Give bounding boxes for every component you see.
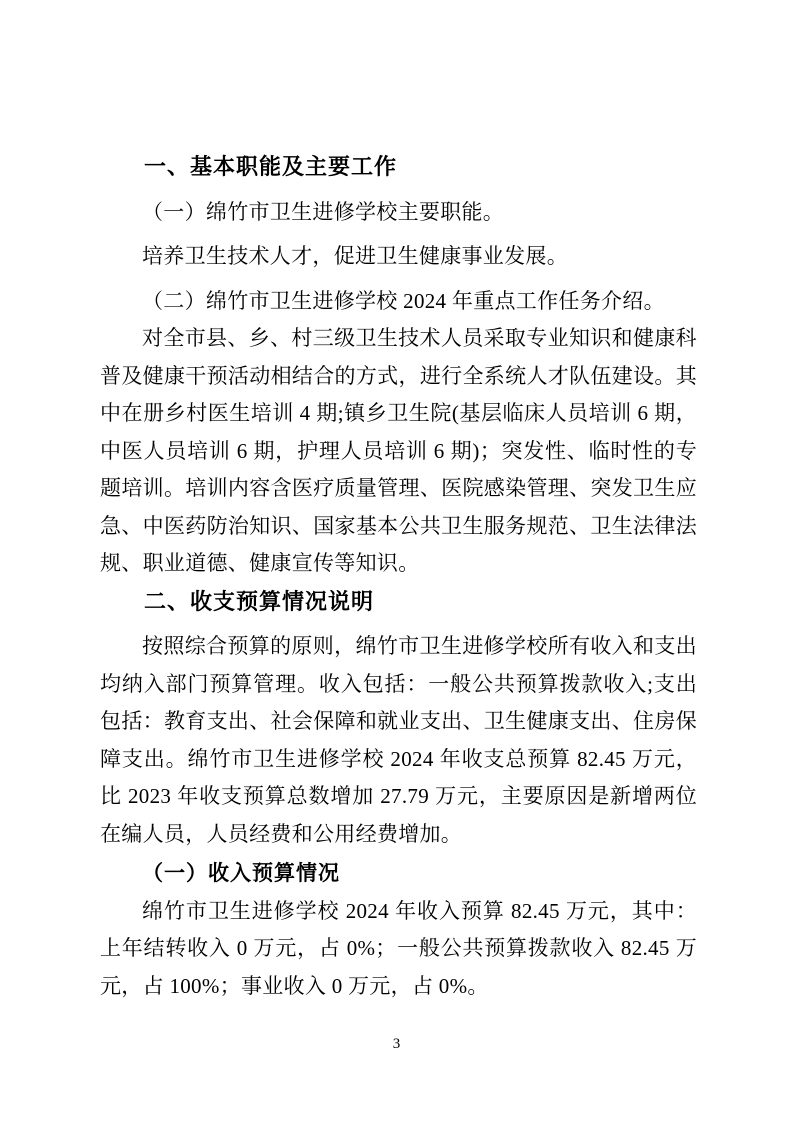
paragraph-income-detail: 绵竹市卫生进修学校 2024 年收入预算 82.45 万元，其中：上年结转收入 0 万元，占 0%；一般公共预算拨款收入 82.45 万元，占 100%；事业收入 0 万元，占 0%。 [100,898,697,998]
heading-income-budget: （一）收入预算情况 [142,861,340,885]
paragraph-main-role-body: 培养卫生技术人才，促进卫生健康事业发展。 [142,244,568,268]
heading-budget-overview: 二、收支预算情况说明 [144,588,375,614]
document-content [100,148,697,1005]
heading-basic-functions: 一、基本职能及主要工作 [144,154,398,179]
paragraph-key-tasks-title: （二）绵竹市卫生进修学校 2024 年重点工作任务介绍。 [142,288,665,313]
paragraph-budget-overview: 按照综合预算的原则，绵竹市卫生进修学校所有收入和支出均纳入部门预算管理。收入包括：一般公共预算拨款收入;支出包括：教育支出、社会保障和就业支出、卫生健康支出、住房保障支出。绵竹市卫生进修学校 2024 年收支总预算 82.45 万元，比 2023 年收支预算总数增加 27.79 万元，主要原因是新增两位在编人员，人员经费和公用经费增加。 [100,634,697,846]
page-number: 3 [392,1036,401,1052]
paragraph-main-role-title: （一）绵竹市卫生进修学校主要职能。 [142,199,505,224]
paragraph-key-tasks-body: 对全市县、乡、村三级卫生技术人员采取专业知识和健康科普及健康干预活动相结合的方式，进行全系统人才队伍建设。其中在册乡村医生培训 4 期;镇乡卫生院(基层临床人员培训 6 期，中医人员培训 6 期，护理人员培训 6 期)；突发性、临时性的专题培训。培训内容含医疗质量管理、医院感染管理、突发卫生应急、中医药防治知识、国家基本公共卫生服务规范、卫生法律法规、职业道德、健康宣传等知识。 [100,326,697,575]
